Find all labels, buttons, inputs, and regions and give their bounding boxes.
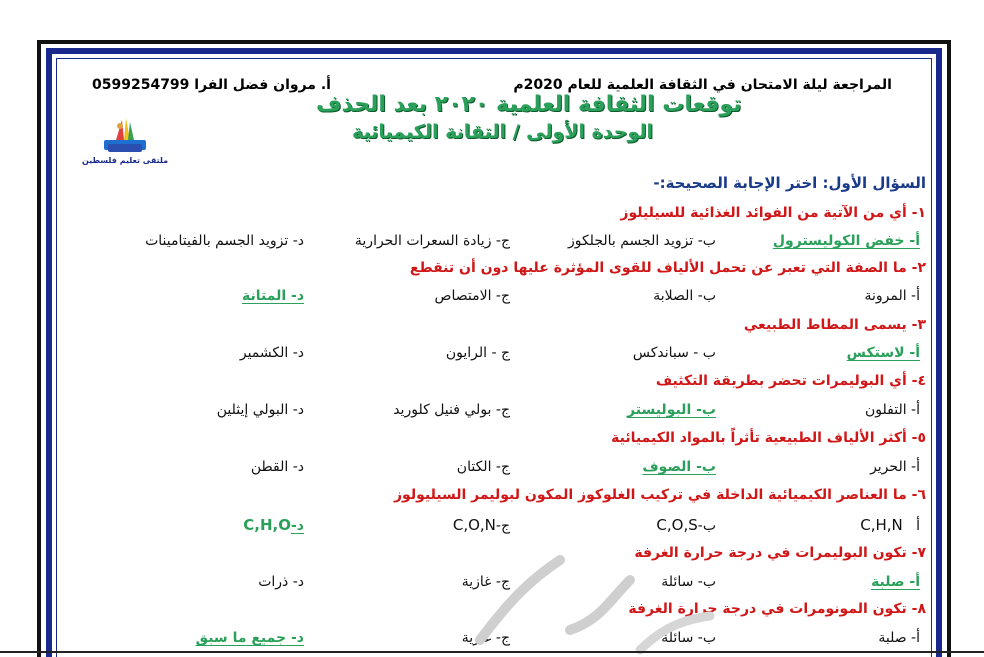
q1-option-a: أ- خفض الكوليسترول [772,233,920,249]
q1-option-b: ب- تزويد الجسم بالجلكوز [567,233,716,249]
header-teacher: أ. مروان فضل الفرا 0599254799 [92,77,331,93]
q7-option-b: ب- سائلة [661,574,716,590]
page-bottom-rule [0,651,984,653]
q2-option-a: أ- المرونة [864,288,920,304]
question-2: ٢- ما الصفة التي تعبر عن تحمل الألياف للقوى المؤثرة عليها دون أن تنقطع [409,260,926,276]
q6-option-b: ب-C,O,S [656,516,716,534]
q4-option-a: أ- التفلون [864,402,920,418]
q5-option-c: ج- الكتان [456,459,510,475]
q4-option-b: ب- البوليستر [627,402,716,418]
q4-option-d: د- البولي إيثلين [216,402,304,418]
logo-caption: ملتقى تعليم فلسطين [82,156,169,165]
unit-title: الوحدة الأولى / التقانة الكيميائية [352,121,654,143]
question-6: ٦- ما العناصر الكيميائية الداخلة في تركيب الغلوكوز المكون لبوليمر السيليولوز [393,487,926,503]
section-heading: السؤال الأول: اختر الإجابة الصحيحة:- [653,174,926,192]
q8-option-b: ب- سائلة [661,630,716,646]
q2-option-c: ج- الامتصاص [434,288,510,304]
q8-option-d: د- جميع ما سبق [195,630,304,646]
q3-option-b: ب - سباندكس [632,345,716,361]
q8-option-a: أ- صلبة [878,630,920,646]
main-title: توقعات الثقافة العلمية ٢٠٢٠ بعد الحذف [316,92,742,117]
q1-option-c: ج- زيادة السعرات الحرارية [354,233,510,249]
question-8: ٨- تكون المونومرات في درجة حرارة الغرفة [628,601,926,617]
q6-option-a: أ C,H,N [860,516,920,534]
header-course-title: المراجعة ليلة الامتحان في الثقافة العلمية للعام 2020م [513,77,892,93]
q7-option-c: ج- غازية [461,574,510,590]
q8-option-c: ج- غازية [461,630,510,646]
question-4: ٤- أي البوليمرات تحضر بطريقة التكثيف [655,373,926,389]
q5-option-a: أ- الحرير [870,459,920,475]
q5-option-d: د- القطن [250,459,304,475]
question-1: ١- أي من الآتية من الفوائد الغذائية للسيليلوز [620,205,926,221]
q1-option-d: د- تزويد الجسم بالفيتامينات [145,233,304,249]
q7-option-a: أ- صلبة [871,574,920,590]
q6-option-d: د-C,H,O [243,516,304,534]
q6-option-c: ج-C,O,N [452,516,510,534]
q5-option-b: ب- الصوف [642,459,716,475]
q7-option-d: د- ذرات [258,574,304,590]
q2-option-d: د- المتانة [241,288,304,304]
q3-option-a: أ- لاستكس [846,345,920,361]
q3-option-c: ج - الرايون [445,345,510,361]
q4-option-c: ج- بولي فنيل كلوريد [393,402,510,418]
question-5: ٥- أكثر الألياف الطبيعية تأثراً بالمواد الكيميائية [611,430,926,446]
question-7: ٧- تكون البوليمرات في درجة حرارة الغرفة [634,545,926,561]
q2-option-b: ب- الصلابة [653,288,716,304]
question-3: ٣- يسمى المطاط الطبيعي [743,317,926,333]
q3-option-d: د- الكشمير [239,345,304,361]
